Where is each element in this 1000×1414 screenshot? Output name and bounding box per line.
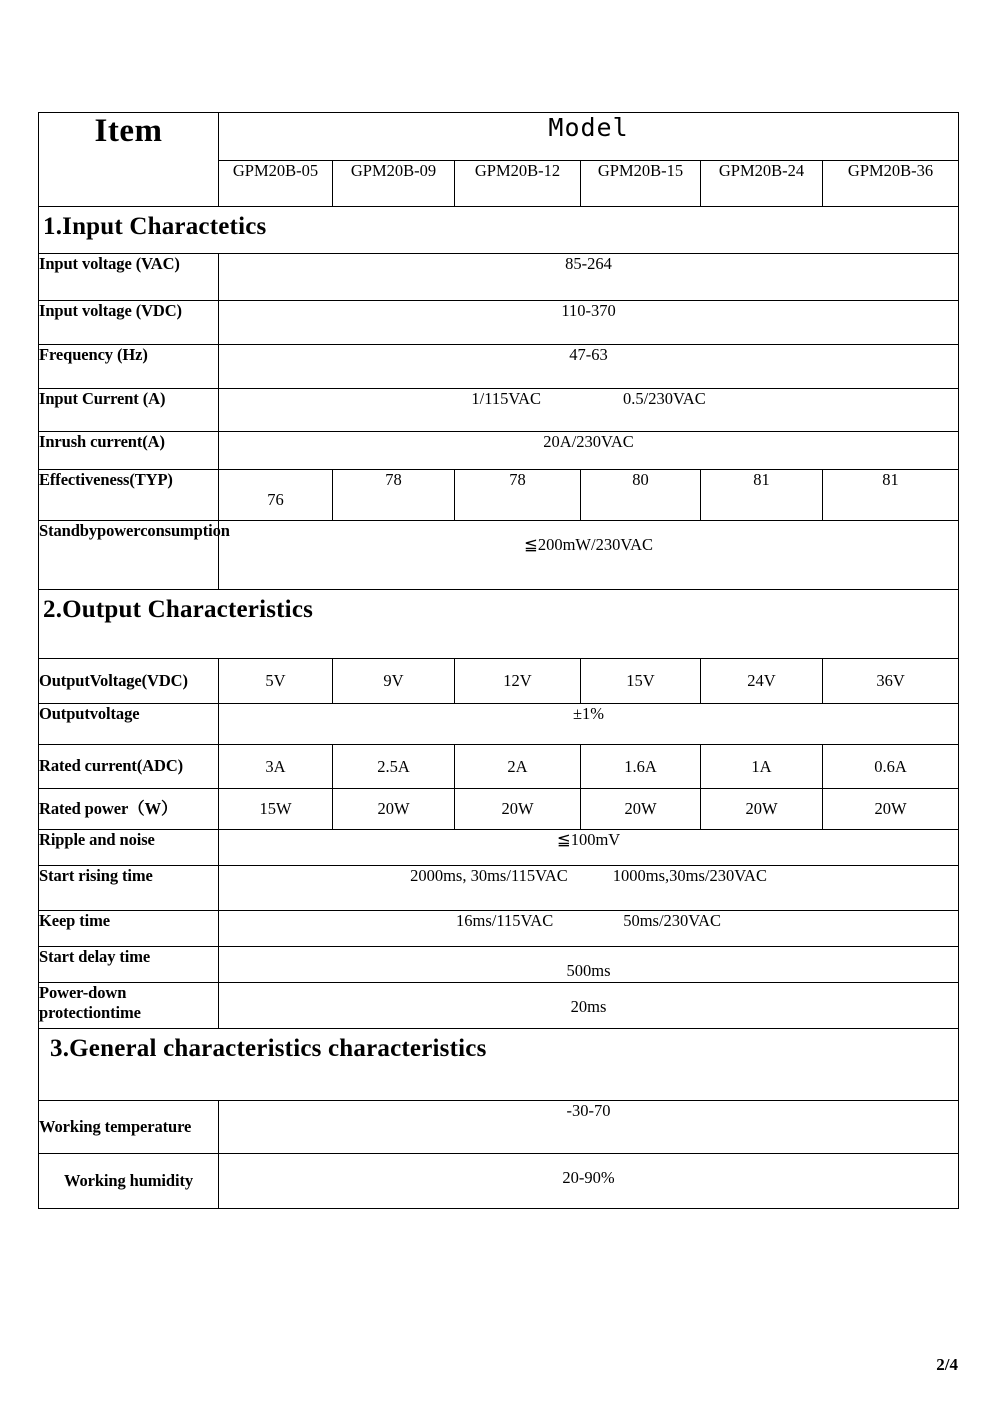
- input-current-230vac-value: 0.5/230VAC: [623, 389, 706, 408]
- row-value-output-voltage: 5V: [219, 659, 333, 704]
- row-value-rated-current: 1A: [701, 745, 823, 789]
- row-label-rated-current: Rated current(ADC): [39, 745, 219, 789]
- table-row: [39, 521, 959, 590]
- table-row: [39, 345, 959, 389]
- row-label-start-rising-time: Start rising time: [39, 866, 219, 911]
- row-label-ripple-and-noise: Ripple and noise: [39, 830, 219, 866]
- row-label-standby-power-consumption: Standbypowerconsumption: [39, 521, 219, 590]
- keep-time-115vac-value: 16ms/115VAC: [456, 911, 554, 930]
- row-value-output-voltage: 9V: [333, 659, 455, 704]
- row-value-rated-current: 3A: [219, 745, 333, 789]
- section-header-general: [39, 1029, 959, 1101]
- keep-time-230vac-value: 50ms/230VAC: [623, 911, 722, 930]
- table-row: [39, 659, 959, 704]
- row-value-working-temperature: -30-70: [219, 1101, 959, 1154]
- row-value-rated-power: 15W: [219, 789, 333, 830]
- row-value-ripple-and-noise: ≦100mV: [219, 830, 959, 866]
- row-value-start-delay-time: 500ms: [219, 947, 959, 983]
- row-value-rated-current: 1.6A: [581, 745, 701, 789]
- row-value-effectiveness: 78: [455, 470, 581, 521]
- section-header-input: [39, 207, 959, 254]
- row-value-output-voltage: 24V: [701, 659, 823, 704]
- row-value-inrush-current: 20A/230VAC: [219, 432, 959, 470]
- start-rising-time-230vac-value: 1000ms,30ms/230VAC: [612, 866, 767, 885]
- input-current-115vac-value: 1/115VAC: [471, 389, 542, 408]
- table-row: [39, 789, 959, 830]
- table-row: [39, 254, 959, 301]
- row-value-output-voltage-tolerance: ±1%: [219, 704, 959, 745]
- table-row: [39, 983, 959, 1029]
- model-header-cell: Model: [219, 113, 959, 161]
- model-name-cell: GPM20B-36: [823, 161, 959, 207]
- row-label-frequency: Frequency (Hz): [39, 345, 219, 389]
- row-label-rated-power: Rated power（W）: [39, 789, 219, 830]
- row-value-start-rising-time: [219, 866, 959, 911]
- row-value-effectiveness: 78: [333, 470, 455, 521]
- row-value-power-down-protection-time: 20ms: [219, 983, 959, 1029]
- model-name-cell: GPM20B-09: [333, 161, 455, 207]
- row-label-output-voltage-tolerance: Outputvoltage: [39, 704, 219, 745]
- start-rising-time-115vac-value: 2000ms, 30ms/115VAC: [410, 866, 568, 885]
- table-row: [39, 1154, 959, 1209]
- row-value-input-voltage-vdc: 110-370: [219, 301, 959, 345]
- row-value-frequency: 47-63: [219, 345, 959, 389]
- table-row: [39, 470, 959, 521]
- row-label-start-delay-time: Start delay time: [39, 947, 219, 983]
- row-value-input-voltage-vac: 85-264: [219, 254, 959, 301]
- model-name-cell: GPM20B-12: [455, 161, 581, 207]
- row-label-input-voltage-vac: Input voltage (VAC): [39, 254, 219, 301]
- section-title-general: 3.General characteristics characteristics: [50, 1035, 487, 1062]
- row-value-rated-power: 20W: [823, 789, 959, 830]
- section-header-output: [39, 590, 959, 659]
- row-value-rated-current: 0.6A: [823, 745, 959, 789]
- row-value-effectiveness: 76: [219, 470, 333, 521]
- model-name-cell: GPM20B-15: [581, 161, 701, 207]
- row-label-input-voltage-vdc: Input voltage (VDC): [39, 301, 219, 345]
- row-value-input-current: [219, 389, 959, 432]
- model-name-cell: GPM20B-05: [219, 161, 333, 207]
- row-value-output-voltage: 15V: [581, 659, 701, 704]
- row-value-rated-power: 20W: [333, 789, 455, 830]
- model-name-cell: GPM20B-24: [701, 161, 823, 207]
- row-value-rated-power: 20W: [701, 789, 823, 830]
- row-value-rated-current: 2.5A: [333, 745, 455, 789]
- row-label-power-down-protection-time: Power-down protectiontime: [39, 983, 219, 1029]
- row-label-output-voltage-vdc: OutputVoltage(VDC): [39, 659, 219, 704]
- row-label-working-temperature: Working temperature: [39, 1101, 219, 1154]
- row-value-output-voltage: 12V: [455, 659, 581, 704]
- table-row: [39, 704, 959, 745]
- row-value-rated-power: 20W: [455, 789, 581, 830]
- table-row: [39, 745, 959, 789]
- row-value-rated-current: 2A: [455, 745, 581, 789]
- table-row: [39, 830, 959, 866]
- page-number: 2/4: [936, 1355, 958, 1374]
- specifications-table: [38, 112, 959, 1209]
- row-value-effectiveness: 81: [823, 470, 959, 521]
- row-label-keep-time: Keep time: [39, 911, 219, 947]
- table-row: [39, 911, 959, 947]
- row-value-effectiveness: 81: [701, 470, 823, 521]
- section-header-cell: [39, 590, 959, 659]
- section-title-input: 1.Input Charactetics: [43, 213, 267, 240]
- row-value-working-humidity: 20-90%: [219, 1154, 959, 1209]
- table-row: [39, 947, 959, 983]
- section-title-output: 2.Output Characteristics: [43, 596, 314, 623]
- table-row: [39, 389, 959, 432]
- row-label-inrush-current: Inrush current(A): [39, 432, 219, 470]
- table-row: [39, 432, 959, 470]
- row-value-output-voltage: 36V: [823, 659, 959, 704]
- table-row: [39, 866, 959, 911]
- item-header-cell: Item: [39, 113, 219, 207]
- table-header-model-row: [39, 113, 959, 161]
- table-row: [39, 1101, 959, 1154]
- row-value-standby-power-consumption: ≦200mW/230VAC: [219, 521, 959, 590]
- row-label-working-humidity: Working humidity: [39, 1154, 219, 1209]
- row-label-input-current: Input Current (A): [39, 389, 219, 432]
- row-label-effectiveness: Effectiveness(TYP): [39, 470, 219, 521]
- section-header-cell: [39, 207, 959, 254]
- row-value-effectiveness: 80: [581, 470, 701, 521]
- table-row: [39, 301, 959, 345]
- row-value-rated-power: 20W: [581, 789, 701, 830]
- row-value-keep-time: [219, 911, 959, 947]
- section-header-cell: [39, 1029, 959, 1101]
